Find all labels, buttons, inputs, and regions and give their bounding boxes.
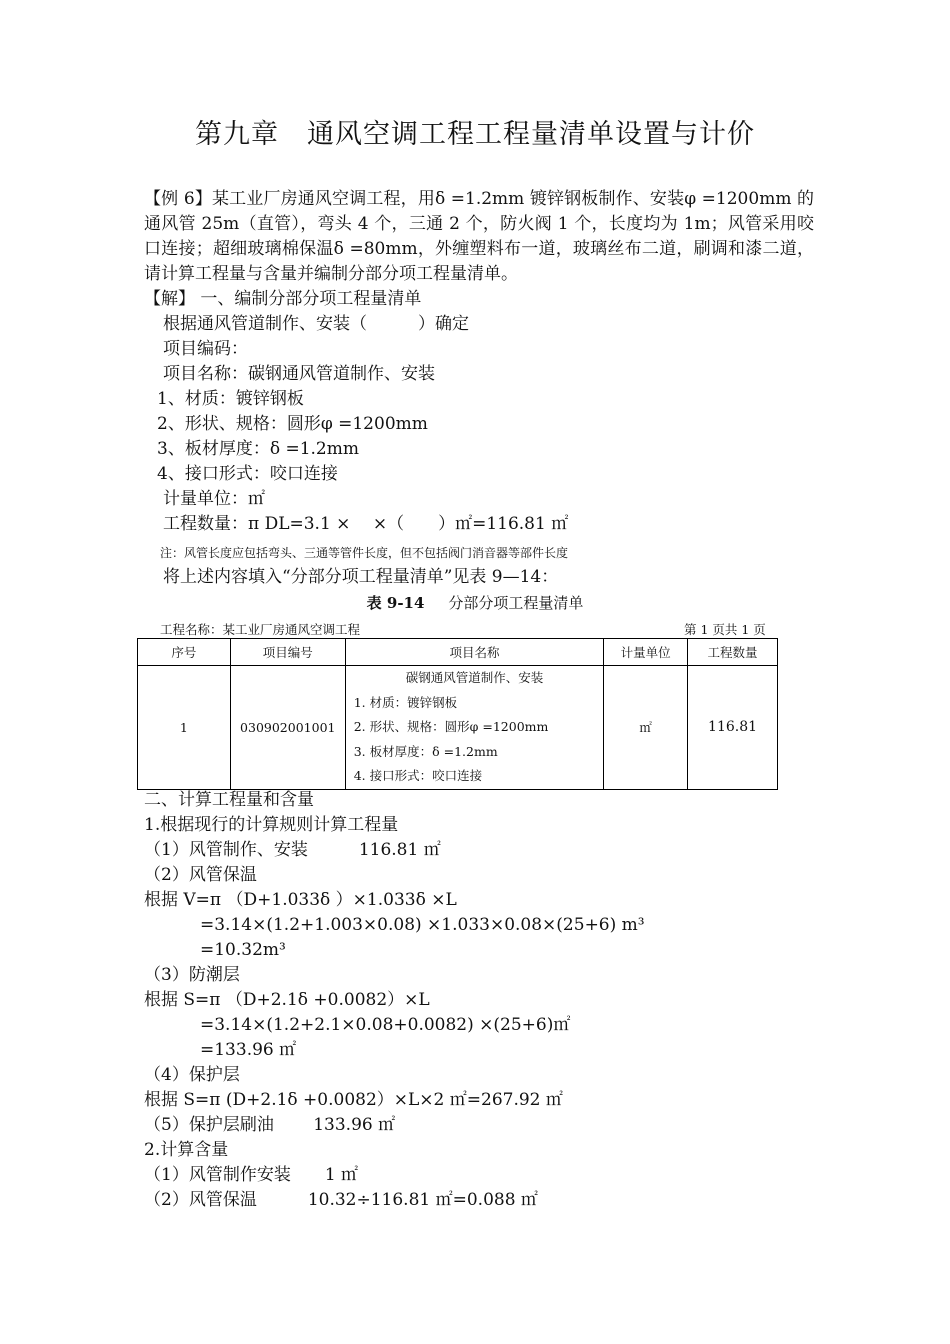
header-quantity: 工程数量 [688, 639, 778, 666]
cell-name [345, 666, 604, 790]
bill-of-quantities-table [137, 638, 778, 790]
calc-line: （4）保护层 [144, 1065, 240, 1085]
calc-line: 根据 S=π (D+2.1δ +0.0082）×L×2 ㎡=267.92 ㎡ [144, 1090, 563, 1110]
solution-line: 项目编码： [163, 339, 248, 359]
calc-line: （1）风管制作安装 1 ㎡ [144, 1165, 359, 1185]
calc-line: （2）风管保温 10.32÷116.81 ㎡=0.088 ㎡ [144, 1190, 538, 1210]
calc-line: =3.14×(1.2+2.1×0.08+0.0082) ×(25+6)㎡ [200, 1015, 571, 1035]
item-feature: 4. 接口形式：咬口连接 [353, 768, 483, 783]
section-heading: 二、计算工程量和含量 [144, 790, 314, 810]
cell-code: 030902001001 [230, 666, 345, 790]
header-code: 项目编号 [230, 639, 345, 666]
example-paragraph: 【例 6】某工业厂房通风空调工程，用δ =1.2mm 镀锌钢板制作、安装φ =1200mm 的通风管 25m（直管），弯头 4 个，三通 2 个，防火阀 1 个，长度均为 1m；风管采用咬口连接；超细玻璃棉保温δ =80mm，外缠塑料布一道，玻璃丝布二道，刷调和漆二道，请计算工程量与含量并编制分部分项工程量清单。 [144, 189, 814, 284]
table-page-indicator: 第 1 页共 1 页 [684, 622, 766, 637]
calc-line: =133.96 ㎡ [200, 1040, 297, 1060]
fill-instruction: 将上述内容填入“分部分项工程量清单”见表 9—14： [163, 567, 559, 587]
item-feature: 2. 形状、规格：圆形φ =1200mm [353, 719, 549, 734]
cell-unit: ㎡ [604, 666, 688, 790]
calc-line: 根据 S=π （D+2.1δ +0.0082）×L [144, 990, 430, 1010]
solution-line: 项目名称：碳钢通风管道制作、安装 [163, 364, 435, 384]
table-name: 分部分项工程量清单 [448, 594, 584, 612]
solution-line: 工程数量：π DL=3.1 × ×（ ）㎡=116.81 ㎡ [163, 514, 569, 534]
calc-line: 2.计算含量 [144, 1140, 229, 1160]
cell-quantity: 116.81 [688, 666, 778, 790]
table-header-row [138, 639, 778, 666]
solution-line: 3、板材厚度：δ =1.2mm [157, 439, 359, 459]
solution-line: 1、材质：镀锌钢板 [157, 389, 304, 409]
solution-line: 2、形状、规格：圆形φ =1200mm [157, 414, 428, 434]
solution-line: 根据通风管道制作、安装（ ）确定 [163, 314, 469, 334]
table-project-name: 工程名称：某工业厂房通风空调工程 [160, 622, 361, 637]
chapter-title: 第九章 通风空调工程工程量清单设置与计价 [195, 119, 755, 150]
solution-line: 计量单位：㎡ [163, 489, 265, 509]
header-index: 序号 [138, 639, 231, 666]
solution-heading: 【解】 一、编制分部分项工程量清单 [144, 289, 422, 309]
calc-line: （3）防潮层 [144, 965, 240, 985]
calc-line: （5）保护层刷油 133.96 ㎡ [144, 1115, 396, 1135]
calc-line: 根据 V=π （D+1.033δ ）×1.033δ ×L [144, 890, 457, 910]
table-number: 表 9-14 [366, 594, 425, 612]
cell-index: 1 [138, 666, 231, 790]
item-name: 碳钢通风管道制作、安装 [405, 670, 544, 685]
header-unit: 计量单位 [604, 639, 688, 666]
table-caption [0, 592, 950, 613]
solution-line: 4、接口形式：咬口连接 [157, 464, 338, 484]
length-note: 注：风管长度应包括弯头、三通等管件长度，但不包括阀门消音器等部件长度 [160, 546, 569, 560]
calc-line: =10.32m³ [200, 940, 286, 960]
header-name: 项目名称 [345, 639, 604, 666]
table-row [138, 666, 778, 790]
calc-line: 1.根据现行的计算规则计算工程量 [144, 815, 399, 835]
calc-line: =3.14×(1.2+1.003×0.08) ×1.033×0.08×(25+6) m³ [200, 915, 645, 935]
calc-line: （1）风管制作、安装 116.81 ㎡ [144, 840, 441, 860]
calc-line: （2）风管保温 [144, 865, 257, 885]
item-feature: 1. 材质：镀锌钢板 [353, 694, 458, 710]
item-feature: 3. 板材厚度：δ =1.2mm [353, 743, 498, 759]
